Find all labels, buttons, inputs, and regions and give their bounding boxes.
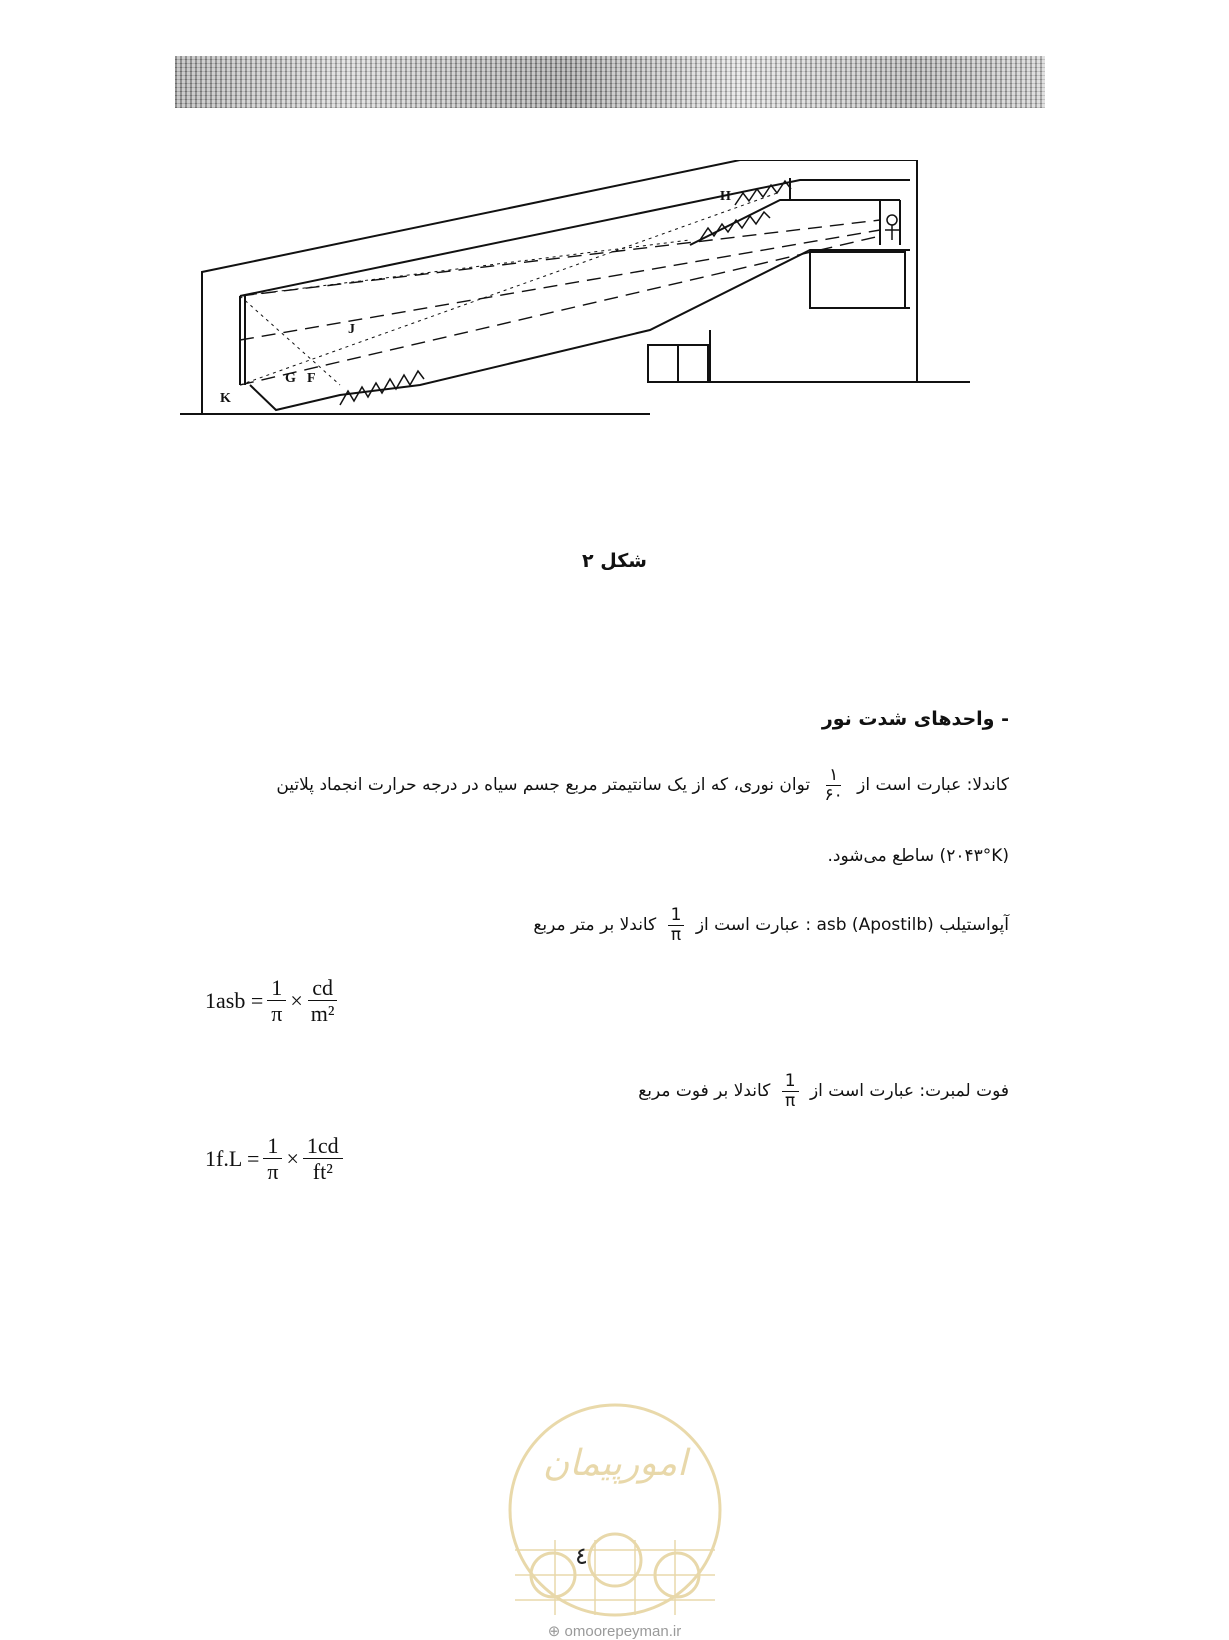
asb-times: × <box>290 987 303 1013</box>
footlambert-post: کاندلا بر فوت مربع <box>638 1081 771 1102</box>
fl-frac-2 <box>303 1133 343 1185</box>
footlambert-definition <box>638 1072 1009 1110</box>
apostilb-post: کاندلا بر متر مربع <box>533 915 657 936</box>
candela-pre: کاندلا: عبارت است از <box>857 775 1009 796</box>
label-g: G <box>285 371 296 386</box>
footlambert-pre: فوت لمبرت: عبارت است از <box>809 1081 1009 1102</box>
apostilb-pre: آپواستیلب (Apostilb) asb : عبارت است از <box>695 915 1009 936</box>
asb-formula <box>205 975 342 1027</box>
globe-icon: ⊕ <box>547 1623 561 1640</box>
candela-post: توان نوری، که از یک سانتیمتر مربع جسم سیاه در درجه حرارت انجماد پلاتین <box>276 775 811 796</box>
footlambert-fraction <box>782 1072 799 1110</box>
fl-frac-1-den: π <box>267 1159 279 1185</box>
asb-frac-2-num: cd <box>308 975 337 1001</box>
apostilb-fraction-num: 1 <box>668 906 685 926</box>
asb-frac-2 <box>307 975 339 1027</box>
candela-fraction-num: ۱ <box>826 766 841 786</box>
cinema-section-diagram <box>180 160 980 430</box>
label-j: J <box>348 322 355 337</box>
apostilb-fraction-den: π <box>670 924 682 945</box>
apostilb-definition <box>533 906 1009 944</box>
apostilb-fraction <box>668 906 685 944</box>
fl-frac-1 <box>263 1133 282 1185</box>
asb-frac-2-den: m² <box>310 1001 335 1027</box>
label-f: F <box>307 371 316 386</box>
fl-frac-2-den: ft² <box>312 1159 333 1185</box>
watermark-text: امورپیمان <box>542 1443 688 1484</box>
label-k: K <box>220 391 231 406</box>
candela-line2: (۲۰۴۳°K) ساطع می‌شود. <box>827 846 1009 866</box>
footlambert-fraction-den: π <box>785 1090 796 1111</box>
candela-fraction-den: ۶۰ <box>824 784 843 805</box>
site-url <box>0 1622 1229 1640</box>
asb-frac-1-num: 1 <box>267 975 286 1001</box>
candela-definition <box>276 766 1009 804</box>
asb-frac-1-den: π <box>271 1001 283 1027</box>
page-number: ٤ <box>575 1542 588 1570</box>
watermark-seal <box>495 1400 735 1620</box>
fl-formula <box>205 1133 347 1185</box>
fl-lhs: 1f.L = <box>205 1145 260 1171</box>
asb-frac-1 <box>267 975 286 1027</box>
site-text: omoorepeyman.ir <box>564 1623 682 1640</box>
fl-frac-1-num: 1 <box>263 1133 282 1159</box>
label-h: H <box>720 189 731 204</box>
fl-frac-2-num: 1cd <box>303 1133 343 1159</box>
figure-caption: شکل ۲ <box>582 550 647 572</box>
header-decorative-band <box>175 56 1045 108</box>
candela-fraction <box>822 766 846 804</box>
fl-times: × <box>286 1145 299 1171</box>
footlambert-fraction-num: 1 <box>782 1072 799 1092</box>
asb-lhs: 1asb = <box>205 987 264 1013</box>
section-heading: - واحدهای شدت نور <box>821 708 1009 730</box>
